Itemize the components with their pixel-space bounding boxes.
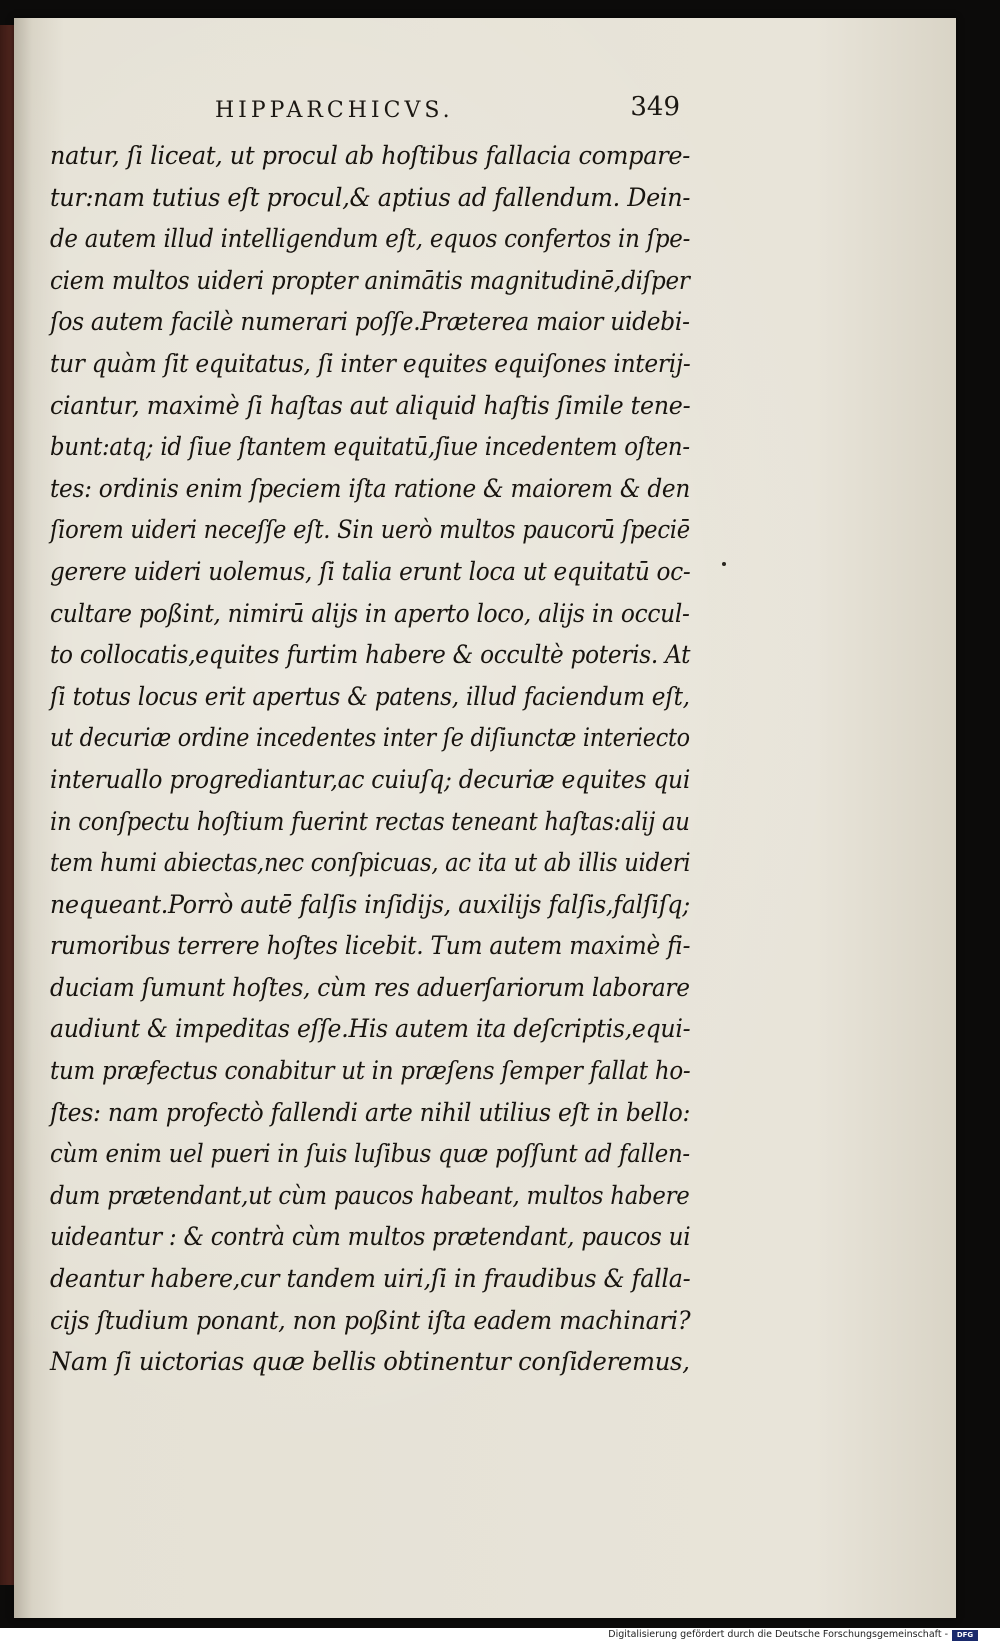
body-text [50, 135, 700, 1383]
text-line: tes: ordinis enim ſpeciem iſta ratione & maiorem & den [50, 473, 691, 503]
text-line: tem humi abiectas,nec conſpicuas, ac ita ut ab illis uideri [50, 848, 691, 878]
text-line: rumoribus terrere hoſtes licebit. Tum autem maximè fi- [50, 931, 691, 961]
text-line: interuallo progrediantur,ac cuiuſq; decuriӕ equites qui [50, 764, 691, 794]
text-line: Nam ſi uictorias quӕ bellis obtinentur conſideremus, [50, 1347, 690, 1377]
text-line: tur:nam tutius eſt procul,& aptius ad fallendum. Dein- [50, 182, 691, 212]
text-line: bunt:atq; id ſiue ſtantem equitatū,ſiue incedentem oſten- [50, 432, 690, 462]
text-line: audiunt & impeditas eſſe.His autem ita deſcriptis,equi- [50, 1014, 691, 1044]
text-line: ſiorem uideri neceſſe eſt. Sin uerò multos paucorū ſpeciē [50, 515, 690, 545]
text-line: cijs ſtudium ponant, non poßint iſta eadem machinari? [50, 1305, 691, 1335]
text-line: de autem illud intelligendum eſt, equos confertos in ſpe- [50, 224, 691, 254]
footer-bar [0, 1628, 1000, 1642]
digitization-credit: Digitalisierung gefördert durch die Deutsche Forschungsgemeinschaft - [608, 1629, 948, 1640]
text-line: tum prӕfectus conabitur ut in prӕſens ſemper fallat ho- [50, 1056, 691, 1086]
text-line: ſos autem facilè numerari poſſe.Prӕterea maior uidebi- [50, 307, 690, 337]
text-line: cultare poßint, nimirū alijs in aperto loco, alijs in occul- [50, 598, 690, 628]
text-line: to collocatis,equites furtim habere & occultè poteris. At [50, 640, 691, 670]
text-line: gerere uideri uolemus, ſi talia erunt loca ut equitatū oc- [50, 556, 691, 586]
text-line: ſi totus locus erit apertus & patens, illud faciendum eſt, [50, 681, 690, 711]
text-line: dum prӕtendant,ut cùm paucos habeant, multos habere [50, 1180, 690, 1210]
running-head: HIPPARCHICVS. [215, 98, 454, 123]
text-line: ſtes: nam profectò fallendi arte nihil utilius eſt in bello: [50, 1097, 691, 1127]
dfg-logo: DFG [952, 1630, 978, 1641]
text-line: deantur habere,cur tandem uiri,ſi in fraudibus & falla- [50, 1264, 691, 1294]
text-line: in conſpectu hoſtium fuerint rectas teneant haſtas:alij au [50, 806, 690, 836]
text-line: ciem multos uideri propter animātis magnitudinē,diſper [50, 265, 690, 295]
page-number: 349 [630, 92, 680, 122]
text-line: uideantur : & contrà cùm multos prӕtendant, paucos ui [50, 1222, 691, 1252]
text-line: cùm enim uel pueri in ſuis luſibus quӕ poſſunt ad fallen- [50, 1139, 690, 1169]
text-line: tur quàm ſit equitatus, ſi inter equites equiſones interij- [50, 348, 691, 378]
text-line: natur, ſi liceat, ut procul ab hoſtibus fallacia compare- [50, 141, 691, 170]
text-line: ciantur, maximè ſi haſtas aut aliquid haſtis ſimile tene- [50, 390, 691, 420]
text-line: ut decuriӕ ordine incedentes inter ſe diſiunctӕ interiecto [50, 723, 690, 753]
text-line: nequeant.Porrò autē falſis inſidijs, auxilijs falſis,falſiſq; [50, 889, 690, 919]
text-line: duciam ſumunt hoſtes, cùm res aduerſariorum laborare [50, 972, 690, 1002]
ink-speck [722, 562, 726, 566]
page-header [215, 92, 680, 132]
